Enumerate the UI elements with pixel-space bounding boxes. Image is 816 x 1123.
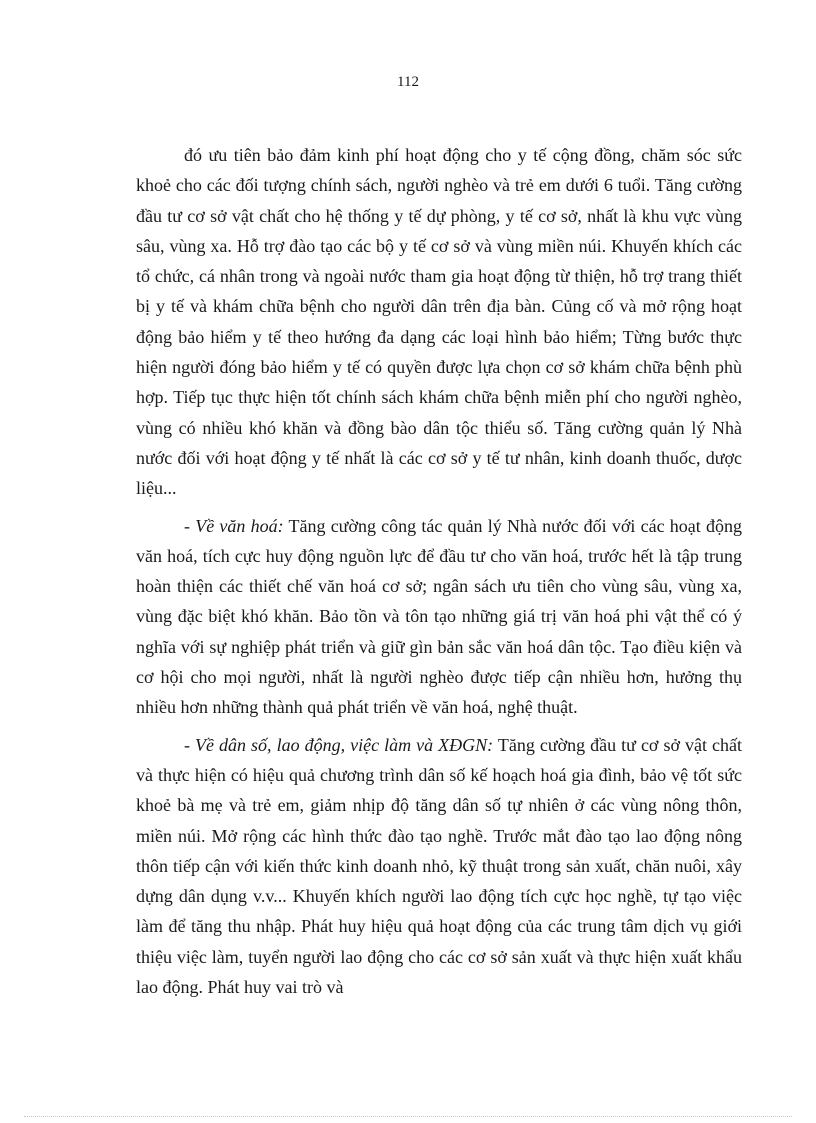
paragraph-health-text: đó ưu tiên bảo đảm kinh phí hoạt động cho y tế cộng đồng, chăm sóc sức khoẻ cho các đối tượng chính sách, người nghèo và trẻ em dưới 6 tuổi. Tăng cường đầu tư cơ sở vật chất cho hệ thống y tế dự phòng, y tế cơ sở, nhất là khu vực vùng sâu, vùng xa. Hỗ trợ đào tạo các bộ y tế cơ sở và vùng miền núi. Khuyến khích các tổ chức, cá nhân trong và ngoài nước tham gia hoạt động từ thiện, hỗ trợ trang thiết bị y tế và khám chữa bệnh cho người dân trên địa bàn. Củng cố và mở rộng hoạt động bảo hiểm y tế theo hướng đa dạng các loại hình bảo hiểm; Từng bước thực hiện người đóng bảo hiểm y tế có quyền được lựa chọn cơ sở khám chữa bệnh phù hợp. Tiếp tục thực hiện tốt chính sách khám chữa bệnh miễn phí cho người nghèo, vùng có nhiều khó khăn và đồng bào dân tộc thiểu số. Tăng cường quản lý Nhà nước đối với hoạt động y tế nhất là các cơ sở y tế tư nhân, kinh doanh thuốc, dược liệu... [136, 145, 742, 499]
page-number: 112 [397, 74, 419, 90]
paragraph-population [136, 730, 742, 1003]
paragraph-health [136, 140, 742, 504]
paragraph-culture [136, 511, 742, 723]
paragraph-culture-heading: - Về văn hoá: [184, 515, 284, 536]
paragraph-culture-text: Tăng cường công tác quản lý Nhà nước đối với các hoạt động văn hoá, tích cực huy động nguồn lực để đầu tư cho văn hoá, trước hết là tập trung hoàn thiện các thiết chế văn hoá cơ sở; ngân sách ưu tiên cho vùng sâu, vùng xa, vùng đặc biệt khó khăn. Bảo tồn và tôn tạo những giá trị văn hoá phi vật thể có ý nghĩa với sự nghiệp phát triển và giữ gìn bản sắc văn hoá dân tộc. Tạo điều kiện và cơ hội cho mọi người, nhất là người nghèo được tiếp cận nhiều hơn, hưởng thụ nhiều hơn những thành quả phát triển về văn hoá, nghệ thuật. [136, 515, 742, 718]
page-bottom-border [24, 1116, 792, 1117]
paragraph-population-text: Tăng cường đầu tư cơ sở vật chất và thực hiện có hiệu quả chương trình dân số kế hoạch hoá gia đình, bảo vệ tốt sức khoẻ bà mẹ và trẻ em, giảm nhịp độ tăng dân số tự nhiên ở các vùng nông thôn, miền núi. Mở rộng các hình thức đào tạo nghề. Trước mắt đào tạo lao động nông thôn tiếp cận với kiến thức kinh doanh nhỏ, kỹ thuật trong sản xuất, chăn nuôi, xây dựng dân dụng v.v... Khuyến khích người lao động tích cực học nghề, tự tạo việc làm để tăng thu nhập. Phát huy hiệu quả hoạt động của các trung tâm dịch vụ giới thiệu việc làm, tuyển người lao động cho các cơ sở sản xuất và thực hiện xuất khẩu lao động. Phát huy vai trò và [136, 734, 743, 998]
paragraph-population-heading: - Về dân số, lao động, việc làm và XĐGN: [184, 734, 494, 755]
document-body [136, 140, 742, 1009]
